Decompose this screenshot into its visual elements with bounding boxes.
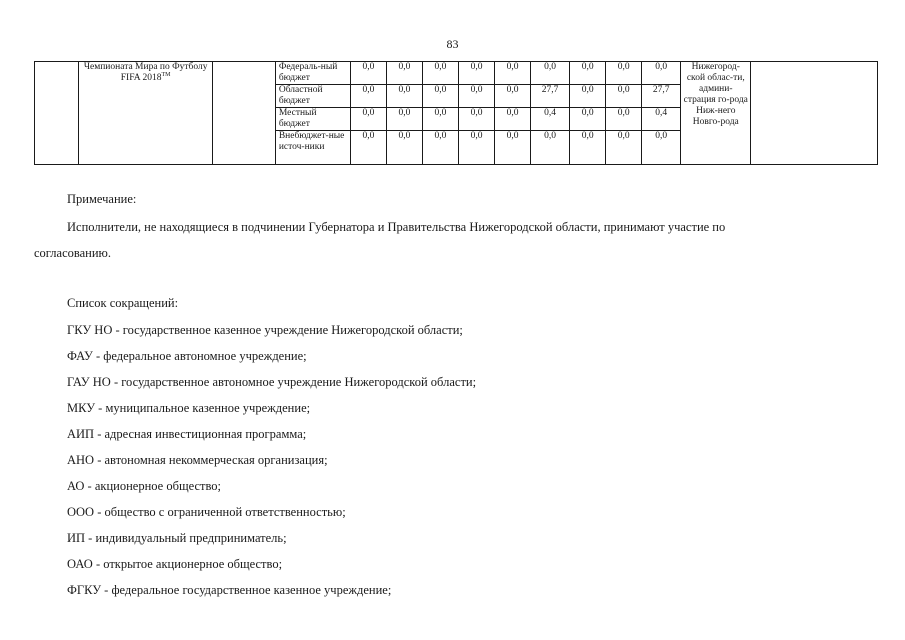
abbreviation-item: АНО - автономная некоммерческая организация; [67, 453, 328, 467]
abbreviation-item: ФАУ - федеральное автономное учреждение; [67, 349, 307, 363]
value-cell: 0,0 [422, 108, 458, 131]
value-cell: 0,0 [495, 131, 531, 165]
value-cell: 0,0 [570, 85, 606, 108]
abbreviation-item: ГКУ НО - государственное казенное учреждение Нижегородской области; [67, 323, 463, 337]
executor-cell: Нижегород-ской облас-ти, админи-страция го-рода Ниж-него Новго-рода [681, 62, 751, 165]
value-cell: 0,4 [642, 108, 681, 131]
value-cell: 0,0 [531, 131, 570, 165]
value-cell: 0,0 [606, 85, 642, 108]
value-cell: 0,0 [570, 62, 606, 85]
value-cell: 0,0 [495, 62, 531, 85]
source-cell: Областной бюджет [275, 85, 350, 108]
value-cell: 0,0 [570, 108, 606, 131]
value-cell: 0,0 [350, 108, 386, 131]
value-cell: 27,7 [531, 85, 570, 108]
value-cell: 0,0 [350, 62, 386, 85]
event-name: Чемпионата Мира по Футболу FIFA 2018 [83, 62, 208, 83]
value-cell: 0,0 [606, 131, 642, 165]
value-cell: 0,0 [422, 62, 458, 85]
value-cell: 0,0 [606, 62, 642, 85]
value-cell: 0,0 [495, 85, 531, 108]
value-cell: 0,0 [642, 131, 681, 165]
value-cell: 0,0 [386, 85, 422, 108]
value-cell: 0,0 [386, 108, 422, 131]
value-cell: 0,0 [459, 131, 495, 165]
source-cell: Внебюджет-ные источ-ники [275, 131, 350, 165]
source-cell: Местный бюджет [275, 108, 350, 131]
abbreviation-item: ИП - индивидуальный предприниматель; [67, 531, 287, 545]
value-cell: 0,0 [531, 62, 570, 85]
trademark-mark: TM [161, 71, 171, 78]
abbreviation-item: ГАУ НО - государственное автономное учреждение Нижегородской области; [67, 375, 477, 389]
abbreviation-item: АО - акционерное общество; [67, 479, 221, 493]
note-title: Примечание: [67, 192, 137, 206]
empty-cell [213, 62, 276, 165]
value-cell: 0,0 [606, 108, 642, 131]
abbreviation-item: АИП - адресная инвестиционная программа; [67, 427, 307, 441]
source-cell: Федераль-ный бюджет [275, 62, 350, 85]
budget-table [34, 61, 878, 165]
abbreviation-item: ОАО - открытое акционерное общество; [67, 557, 283, 571]
abbreviation-item: ООО - общество с ограниченной ответственностью; [67, 505, 346, 519]
note-text: Исполнители, не находящиеся в подчинении Губернатора и Правительства Нижегородской области, принимают участие по [67, 220, 726, 234]
value-cell: 0,0 [459, 62, 495, 85]
value-cell: 0,0 [459, 108, 495, 131]
value-cell: 0,0 [422, 85, 458, 108]
value-cell: 27,7 [642, 85, 681, 108]
abbreviation-item: МКУ - муниципальное казенное учреждение; [67, 401, 311, 415]
page-number: 83 [446, 37, 459, 51]
value-cell: 0,0 [386, 62, 422, 85]
value-cell: 0,0 [350, 131, 386, 165]
value-cell: 0,4 [531, 108, 570, 131]
abbreviation-item: ФГКУ - федеральное государственное казенное учреждение; [67, 583, 392, 597]
note-text-continued: согласованию. [34, 246, 112, 260]
value-cell: 0,0 [495, 108, 531, 131]
value-cell: 0,0 [386, 131, 422, 165]
empty-cell [751, 62, 878, 165]
value-cell: 0,0 [642, 62, 681, 85]
value-cell: 0,0 [570, 131, 606, 165]
table-row [35, 62, 878, 85]
event-name-cell [79, 62, 213, 165]
abbreviations-title: Список сокращений: [67, 296, 179, 310]
value-cell: 0,0 [459, 85, 495, 108]
row-number-cell [35, 62, 79, 165]
value-cell: 0,0 [422, 131, 458, 165]
value-cell: 0,0 [350, 85, 386, 108]
